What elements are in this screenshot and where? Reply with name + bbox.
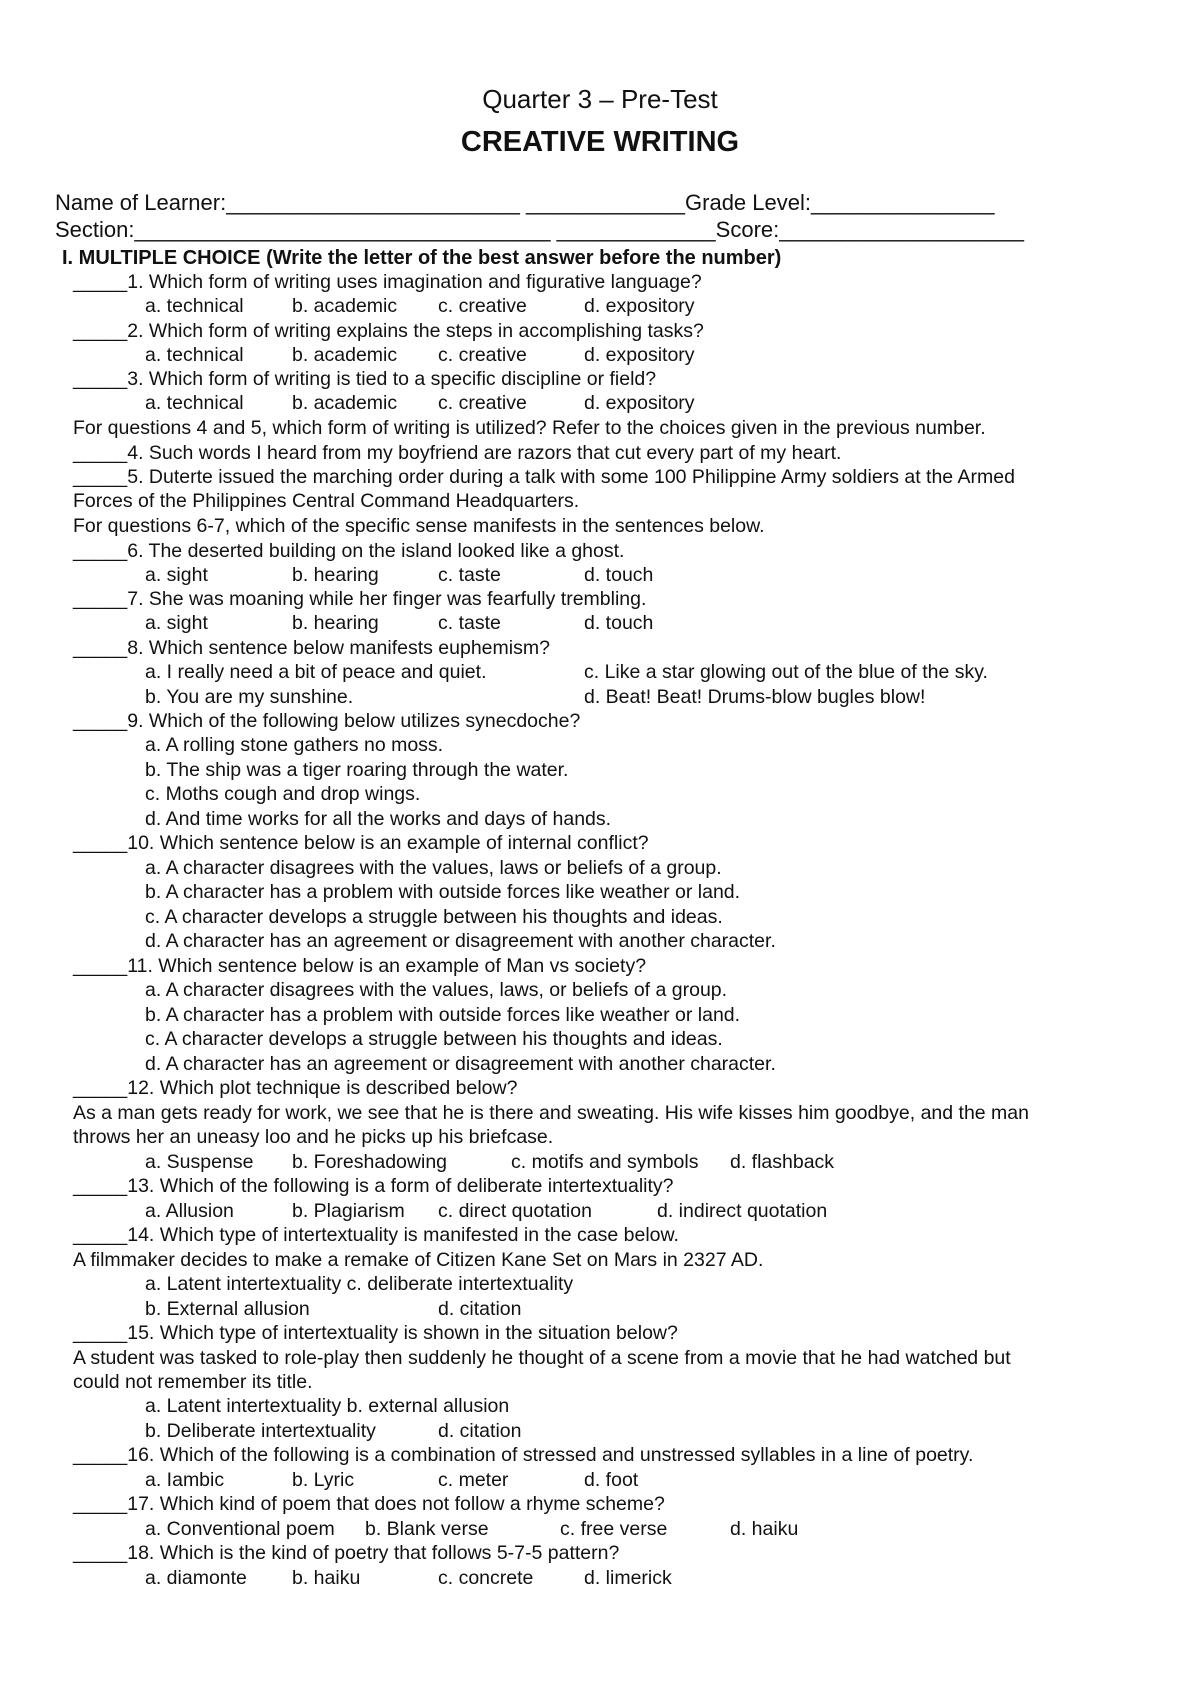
question-10-stem: _____10. Which sentence below is an example of internal conflict? — [73, 832, 649, 854]
question-8-stem: _____8. Which sentence below manifests euphemism? — [73, 637, 550, 659]
q8-option-c: c. Like a star glowing out of the blue of the sky. — [584, 661, 988, 683]
question-12-passage-line1: As a man gets ready for work, we see that he is there and sweating. His wife kisses him goodbye, and the man — [73, 1102, 1029, 1124]
q6-option-b: b. hearing — [292, 564, 379, 586]
q11-option-c: c. A character develops a struggle between his thoughts and ideas. — [145, 1028, 723, 1050]
question-5-stem-line1: _____5. Duterte issued the marching order during a talk with some 100 Philippine Army soldiers at the Armed — [73, 466, 1015, 488]
note-questions-6-7: For questions 6-7, which of the specific sense manifests in the sentences below. — [73, 515, 765, 537]
q17-option-b: b. Blank verse — [365, 1518, 489, 1540]
question-4-stem: _____4. Such words I heard from my boyfriend are razors that cut every part of my heart. — [73, 442, 842, 464]
question-6-stem: _____6. The deserted building on the island looked like a ghost. — [73, 540, 625, 562]
question-12-passage-line2: throws her an uneasy loo and he picks up his briefcase. — [73, 1126, 554, 1148]
q8-option-a: a. I really need a bit of peace and quiet. — [145, 661, 487, 683]
question-11-stem: _____11. Which sentence below is an example of Man vs society? — [73, 955, 647, 977]
q12-option-c: c. motifs and symbols — [511, 1151, 699, 1173]
q8-option-d: d. Beat! Beat! Drums-blow bugles blow! — [584, 686, 926, 708]
q12-option-b: b. Foreshadowing — [292, 1151, 448, 1173]
q15-option-d: d. citation — [438, 1420, 522, 1442]
question-2-stem: _____2. Which form of writing explains the steps in accomplishing tasks? — [73, 320, 704, 342]
q14-option-d: d. citation — [438, 1298, 522, 1320]
section-score-fields: Section:__________________________________ _____________Score:____________________ — [55, 217, 1024, 242]
q18-option-a: a. diamonte — [145, 1567, 247, 1589]
q10-option-a: a. A character disagrees with the values, laws or beliefs of a group. — [145, 857, 722, 879]
question-15-stem: _____15. Which type of intertextuality is shown in the situation below? — [73, 1322, 678, 1344]
q10-option-c: c. A character develops a struggle between his thoughts and ideas. — [145, 906, 723, 928]
q7-option-b: b. hearing — [292, 612, 379, 634]
q16-option-b: b. Lyric — [292, 1469, 355, 1491]
q13-option-c: c. direct quotation — [438, 1200, 592, 1222]
section-instructions: I. MULTIPLE CHOICE (Write the letter of the best answer before the number) — [62, 247, 782, 269]
q17-option-d: d. haiku — [730, 1518, 799, 1540]
q9-option-c: c. Moths cough and drop wings. — [145, 783, 421, 805]
q3-option-b: b. academic — [292, 392, 398, 414]
q13-option-a: a. Allusion — [145, 1200, 234, 1222]
page-title: CREATIVE WRITING — [460, 126, 740, 158]
q3-option-c: c. creative — [438, 392, 527, 414]
q3-option-d: d. expository — [584, 392, 695, 414]
q2-option-d: d. expository — [584, 344, 695, 366]
q18-option-c: c. concrete — [438, 1567, 534, 1589]
q6-option-d: d. touch — [584, 564, 654, 586]
q14-option-a-c: a. Latent intertextuality c. deliberate intertextuality — [145, 1273, 574, 1295]
question-13-stem: _____13. Which of the following is a form of deliberate intertextuality? — [73, 1175, 674, 1197]
q7-option-d: d. touch — [584, 612, 654, 634]
q15-option-a-b: a. Latent intertextuality b. external allusion — [145, 1395, 510, 1417]
q3-option-a: a. technical — [145, 392, 244, 414]
question-14-stem: _____14. Which type of intertextuality is manifested in the case below. — [73, 1224, 679, 1246]
question-5-stem-line2: Forces of the Philippines Central Command Headquarters. — [73, 490, 580, 512]
question-14-passage: A filmmaker decides to make a remake of Citizen Kane Set on Mars in 2327 AD. — [73, 1249, 764, 1271]
q12-option-d: d. flashback — [730, 1151, 835, 1173]
q16-option-c: c. meter — [438, 1469, 509, 1491]
q18-option-d: d. limerick — [584, 1567, 672, 1589]
q16-option-a: a. Iambic — [145, 1469, 225, 1491]
q11-option-a: a. A character disagrees with the values, laws, or beliefs of a group. — [145, 979, 728, 1001]
q10-option-b: b. A character has a problem with outside forces like weather or land. — [145, 881, 741, 903]
question-12-stem: _____12. Which plot technique is described below? — [73, 1077, 518, 1099]
q1-option-c: c. creative — [438, 295, 527, 317]
question-15-passage-line1: A student was tasked to role-play then suddenly he thought of a scene from a movie that he had watched but — [73, 1347, 1011, 1369]
q12-option-a: a. Suspense — [145, 1151, 254, 1173]
q9-option-b: b. The ship was a tiger roaring through the water. — [145, 759, 569, 781]
q1-option-a: a. technical — [145, 295, 244, 317]
question-1-stem: _____1. Which form of writing uses imagination and figurative language? — [73, 271, 702, 293]
q9-option-d: d. And time works for all the works and days of hands. — [145, 808, 612, 830]
q2-option-c: c. creative — [438, 344, 527, 366]
q1-option-b: b. academic — [292, 295, 398, 317]
q15-option-b: b. Deliberate intertextuality — [145, 1420, 376, 1442]
question-17-stem: _____17. Which kind of poem that does not follow a rhyme scheme? — [73, 1493, 665, 1515]
q9-option-a: a. A rolling stone gathers no moss. — [145, 734, 444, 756]
q2-option-a: a. technical — [145, 344, 244, 366]
question-18-stem: _____18. Which is the kind of poetry that follows 5-7-5 pattern? — [73, 1542, 620, 1564]
name-grade-fields: Name of Learner:________________________ _____________Grade Level:_______________ — [55, 190, 995, 215]
q16-option-d: d. foot — [584, 1469, 639, 1491]
question-9-stem: _____9. Which of the following below utilizes synecdoche? — [73, 710, 581, 732]
q14-option-b: b. External allusion — [145, 1298, 310, 1320]
question-15-passage-line2: could not remember its title. — [73, 1371, 313, 1393]
q7-option-a: a. sight — [145, 612, 208, 634]
q17-option-a: a. Conventional poem — [145, 1518, 335, 1540]
note-questions-4-5: For questions 4 and 5, which form of writing is utilized? Refer to the choices given in the previous number. — [73, 417, 986, 439]
q6-option-a: a. sight — [145, 564, 208, 586]
q18-option-b: b. haiku — [292, 1567, 361, 1589]
q13-option-b: b. Plagiarism — [292, 1200, 405, 1222]
question-16-stem: _____16. Which of the following is a combination of stressed and unstressed syllables in a line of poetry. — [73, 1444, 974, 1466]
q11-option-b: b. A character has a problem with outside forces like weather or land. — [145, 1004, 741, 1026]
question-3-stem: _____3. Which form of writing is tied to a specific discipline or field? — [73, 368, 657, 390]
page-subtitle: Quarter 3 – Pre-Test — [482, 84, 718, 114]
q11-option-d: d. A character has an agreement or disagreement with another character. — [145, 1053, 776, 1075]
q1-option-d: d. expository — [584, 295, 695, 317]
q6-option-c: c. taste — [438, 564, 501, 586]
q2-option-b: b. academic — [292, 344, 398, 366]
q13-option-d: d. indirect quotation — [657, 1200, 828, 1222]
q17-option-c: c. free verse — [560, 1518, 668, 1540]
q10-option-d: d. A character has an agreement or disagreement with another character. — [145, 930, 776, 952]
q8-option-b: b. You are my sunshine. — [145, 686, 354, 708]
q7-option-c: c. taste — [438, 612, 501, 634]
question-7-stem: _____7. She was moaning while her finger was fearfully trembling. — [73, 588, 647, 610]
